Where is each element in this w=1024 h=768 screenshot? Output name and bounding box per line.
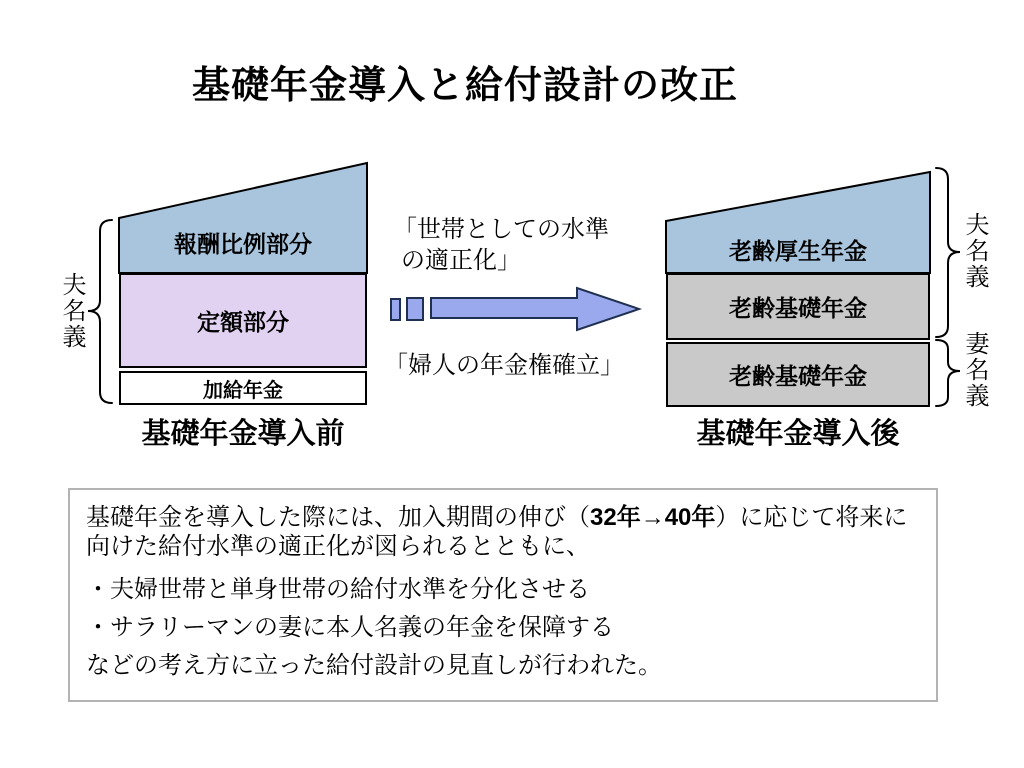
note-paragraph [86, 503, 920, 561]
after-layer-basic-husband [666, 273, 930, 340]
note-bullet-wives: ・サラリーマンの妻に本人名義の年金を保障する [86, 614, 614, 641]
after-layer-basic-husband-label: 老齢基礎年金 [729, 295, 867, 321]
quote-household-level [393, 214, 643, 276]
after-wife-name-label: 妻名義 [961, 331, 988, 409]
after-husband-name-label: 夫名義 [961, 212, 988, 290]
after-layer-employees-label: 老齢厚生年金 [729, 238, 867, 264]
note-bullet-households: ・夫婦世帯と単身世帯の給付水準を分化させる [86, 576, 590, 603]
after-layer-basic-wife [666, 342, 930, 407]
before-husband-name-label: 夫名義 [58, 272, 85, 350]
after-layer-basic-wife-label: 老齢基礎年金 [729, 363, 867, 389]
note-box [68, 488, 938, 702]
note-paragraph-seg1: 基礎年金を導入した際には、加入期間の伸び（ [86, 504, 590, 531]
note-closing: などの考え方に立った給付設計の見直しが行われた。 [86, 652, 662, 679]
note-paragraph-years: 32年→40年 [590, 504, 716, 531]
brace-right-top-icon [936, 168, 960, 337]
before-layer-additional [119, 371, 367, 405]
brace-left-icon [88, 220, 112, 403]
quote-womens-pension-right: 「婦人の年金権確立」 [384, 352, 624, 379]
before-layer-flatrate-label: 定額部分 [197, 309, 289, 335]
quote-household-level-line2: の適正化」 [401, 247, 521, 274]
brace-right-bottom-icon [936, 340, 960, 406]
page-title: 基礎年金導入と給付設計の改正 [191, 65, 738, 107]
before-layer-flatrate [119, 273, 367, 368]
before-layer-earnings-label: 報酬比例部分 [174, 231, 312, 257]
note-paragraph-line2: 向けた給付水準の適正化が図られるとともに、 [86, 533, 590, 560]
note-paragraph-seg3: ）に応じて将来に [715, 504, 908, 531]
before-layer-additional-label: 加給年金 [203, 379, 283, 402]
before-caption: 基礎年金導入前 [141, 418, 345, 450]
quote-household-level-line1: 「世帯としての水準 [393, 216, 609, 243]
right-arrow-icon [391, 288, 639, 330]
after-caption: 基礎年金導入後 [696, 418, 900, 450]
